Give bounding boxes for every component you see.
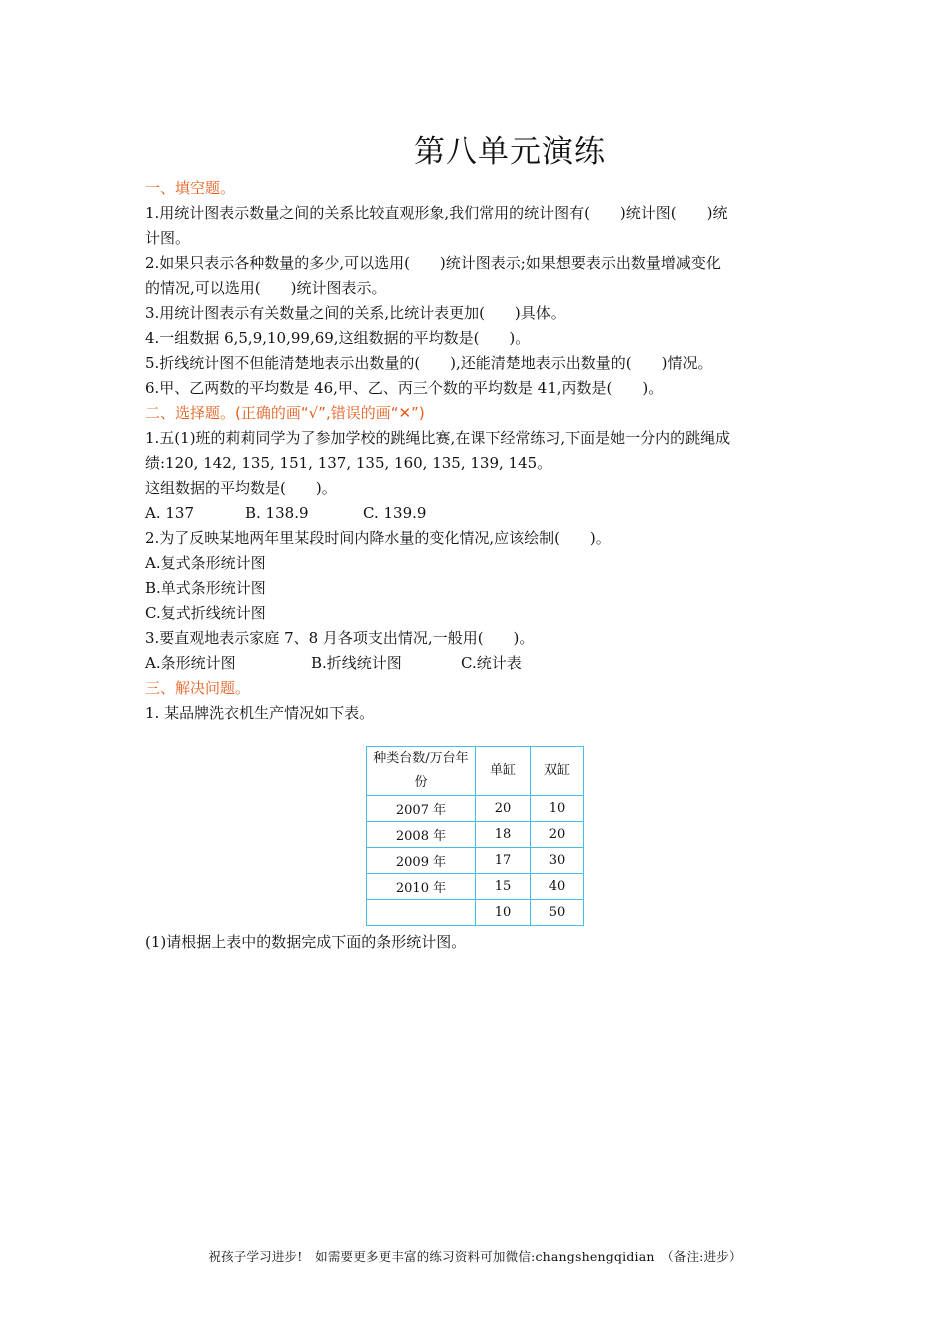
- table-row: [367, 822, 584, 848]
- table-cell-single: 20: [476, 796, 531, 822]
- table-cell-year: 2010 年: [367, 874, 476, 900]
- table-cell-year: [367, 900, 476, 926]
- table-cell-single: 10: [476, 900, 531, 926]
- header-corner-line2: 份: [414, 775, 428, 790]
- choice-q1-option-b: B. 138.9: [245, 504, 309, 522]
- choice-q1-line2: 绩:120, 142, 135, 151, 137, 135, 160, 135, 139, 145。: [145, 454, 553, 472]
- choice-q3-options: [145, 651, 810, 676]
- choice-q1-options: [145, 501, 810, 526]
- production-table: [366, 746, 584, 926]
- fill-q4: 4.一组数据 6,5,9,10,99,69,这组数据的平均数是( )。: [145, 329, 531, 347]
- choice-q3: 3.要直观地表示家庭 7、8 月各项支出情况,一般用( )。: [145, 629, 535, 647]
- section-choice-heading: 二、选择题。(正确的画“√”,错误的画“✕”): [145, 404, 425, 422]
- problem-sub1: (1)请根据上表中的数据完成下面的条形统计图。: [145, 933, 467, 951]
- production-table-wrapper: [366, 746, 584, 926]
- choice-q2-option-b: B.单式条形统计图: [145, 579, 266, 597]
- table-cell-double: 20: [531, 822, 584, 848]
- page-footer: 祝孩子学习进步! 如需要更多更丰富的练习资料可加微信:changshengqidian （备注:进步）: [208, 1249, 742, 1264]
- table-cell-double: 10: [531, 796, 584, 822]
- choice-q3-option-b: B.折线统计图: [311, 654, 402, 672]
- choice-q2: 2.为了反映某地两年里某段时间内降水量的变化情况,应该绘制( )。: [145, 529, 611, 547]
- choice-q1-line1: 1.五(1)班的莉莉同学为了参加学校的跳绳比赛,在课下经常练习,下面是她一分内的跳绳成: [145, 429, 731, 447]
- table-cell-double: 30: [531, 848, 584, 874]
- table-cell-single: 15: [476, 874, 531, 900]
- table-header-double: 双缸: [531, 747, 584, 796]
- fill-q2-line1: 2.如果只表示各种数量的多少,可以选用( )统计图表示;如果想要表示出数量增减变化: [145, 254, 721, 272]
- table-header-corner: [367, 747, 476, 796]
- fill-q1-line1: 1.用统计图表示数量之间的关系比较直观形象,我们常用的统计图有( )统计图( )统: [145, 204, 728, 222]
- table-header-row: [367, 747, 584, 796]
- table-cell-year: 2008 年: [367, 822, 476, 848]
- choice-q1-option-a: A. 137: [145, 504, 194, 522]
- table-cell-single: 18: [476, 822, 531, 848]
- choice-q2-option-c: C.复式折线统计图: [145, 604, 266, 622]
- choice-q3-option-c: C.统计表: [461, 654, 522, 672]
- choice-q1-option-c: C. 139.9: [363, 504, 427, 522]
- table-cell-double: 50: [531, 900, 584, 926]
- choice-q2-option-a: A.复式条形统计图: [145, 554, 266, 572]
- fill-q3: 3.用统计图表示有关数量之间的关系,比统计表更加( )具体。: [145, 304, 566, 322]
- table-row: [367, 874, 584, 900]
- table-row: [367, 796, 584, 822]
- fill-q1-line2: 计图。: [145, 229, 191, 247]
- worksheet-body: [145, 176, 810, 726]
- header-corner-line1: 种类台数/万台年: [373, 751, 469, 766]
- table-cell-year: 2007 年: [367, 796, 476, 822]
- fill-q2-line2: 的情况,可以选用( )统计图表示。: [145, 279, 387, 297]
- fill-q6: 6.甲、乙两数的平均数是 46,甲、乙、丙三个数的平均数是 41,丙数是( )。: [145, 379, 664, 397]
- choice-q1-line3: 这组数据的平均数是( )。: [145, 479, 337, 497]
- table-cell-double: 40: [531, 874, 584, 900]
- page-title: 第八单元演练: [414, 134, 606, 170]
- choice-q3-option-a: A.条形统计图: [145, 654, 236, 672]
- table-row: [367, 848, 584, 874]
- table-cell-single: 17: [476, 848, 531, 874]
- problem-q1: 1. 某品牌洗衣机生产情况如下表。: [145, 704, 375, 722]
- section-fill-in-heading: 一、填空题。: [145, 179, 236, 197]
- table-header-single: 单缸: [476, 747, 531, 796]
- table-cell-year: 2009 年: [367, 848, 476, 874]
- fill-q5: 5.折线统计图不但能清楚地表示出数量的( ),还能清楚地表示出数量的( )情况。: [145, 354, 713, 372]
- table-row: [367, 900, 584, 926]
- section-problem-heading: 三、解决问题。: [145, 679, 251, 697]
